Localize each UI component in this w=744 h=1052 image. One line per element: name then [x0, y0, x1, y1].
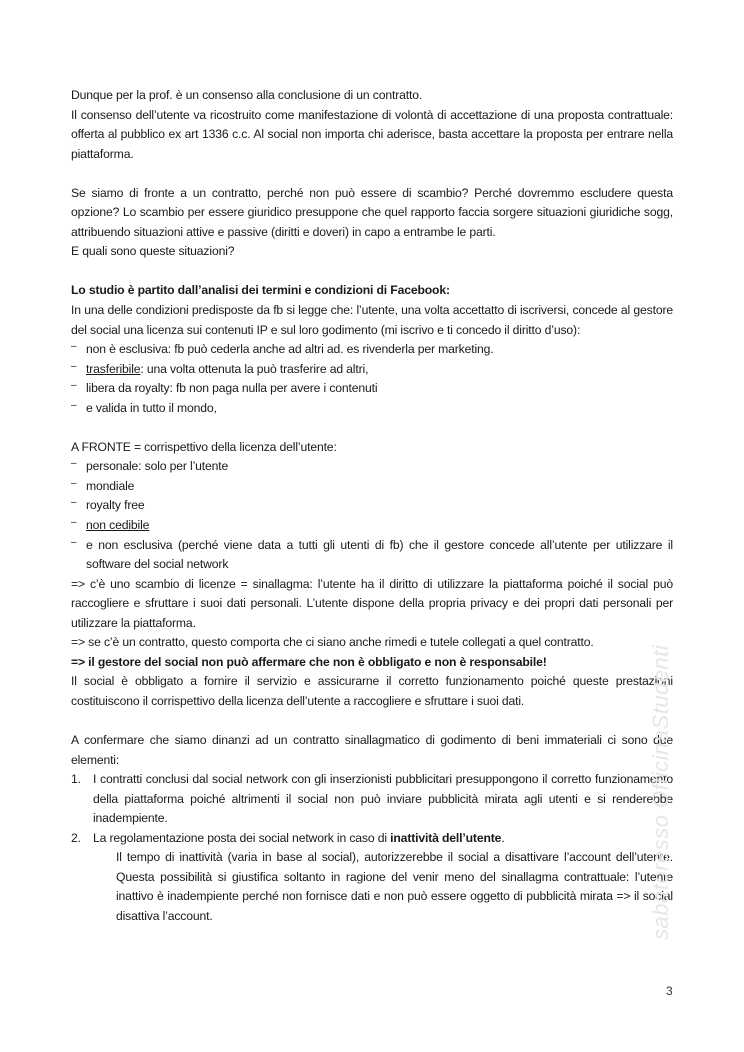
- list-number: 1.: [71, 772, 81, 787]
- license-list-utente: [71, 457, 673, 574]
- blank-line: [71, 164, 673, 184]
- paragraph-contratto-scambio: Se siamo di fronte a un contratto, perché non può essere di scambio? Perché dovremmo escludere questa opzione? Lo scambio per essere giuridico presuppone che quel rapporto faccia sorgere situazioni giuridiche sogg, attribuendo situazioni attive e passive (diritti e doveri) in capo a entrambe le parti.: [71, 185, 673, 239]
- paragraph-consenso-utente: Il consenso dell’utente va ricostruito come manifestazione di volontà di accettazione di una proposta contrattuale: offerta al pubblico ex art 1336 c.c. Al social non importa chi aderisce, basta accettare la proposta per entrare nella piattaforma.: [71, 107, 673, 161]
- blank-line: [71, 262, 673, 282]
- paragraph-social-obbligato: Il social è obbligato a fornire il servizio e assicurarne il corretto funzionamento poiché queste prestazioni costituiscono il corrispettivo della licenza dell’utente a raccogliere e sfruttare i suoi dati.: [71, 674, 673, 708]
- list-item: 2. La regolamentazione posta dei social network in caso di inattività dell’utente.: [71, 829, 673, 849]
- list-item: – personale: solo per l’utente: [71, 457, 673, 477]
- dash-bullet-icon: –: [71, 458, 77, 470]
- list-item: – libera da royalty: fb non paga nulla per avere i contenuti: [71, 379, 673, 399]
- underlined-term: non cedibile: [86, 518, 150, 533]
- dash-bullet-icon: –: [71, 497, 77, 509]
- paragraph-inattivita: Il tempo di inattività (varia in base al social), autorizzerebbe il social a disattivare l’account dell’utente. Questa possibilità si giustifica soltanto in ragione del venir meno del sinallagma contrattuale: l’utente inattivo è inadempiente perché non fornisce dati e non può essere oggetto di pubblicità mirata => il social disattiva l’account.: [116, 850, 673, 923]
- paragraph-confermare: A confermare che siamo dinanzi ad un contratto sinallagmatico di godimento di beni immateriali ci sono due elementi:: [71, 733, 673, 767]
- bold-term: inattività dell’utente: [390, 830, 502, 845]
- document-page: [71, 86, 673, 927]
- paragraph-scambio-licenze: => c’è uno scambio di licenze = sinallagma: l’utente ha il diritto di utilizzare la piattaforma poiché il social può raccogliere e sfruttare i suoi dati personali. L’utente dispone della propria privacy e dei propri dati personali per utilizzare la piattaforma.: [71, 576, 673, 630]
- blank-line: [71, 712, 673, 732]
- elements-numbered-list: [71, 770, 673, 848]
- list-item: 1. I contratti conclusi dal social network con gli inserzionisti pubblicitari presuppongono il corretto funzionamento della piattaforma poiché altrimenti il social non può inviare pubblicità mirata agli utenti e si renderebbe inadempiente.: [71, 772, 673, 826]
- dash-bullet-icon: –: [71, 360, 77, 372]
- blank-line: [71, 418, 673, 438]
- list-item: – mondiale: [71, 477, 673, 497]
- list-item: – non è esclusiva: fb può cederla anche ad altri ad. es rivenderla per marketing.: [71, 340, 673, 360]
- paragraph-situazioni-question: E quali sono queste situazioni?: [71, 244, 235, 259]
- paragraph-gestore-responsabile: => il gestore del social non può affermare che non è obbligato e non è responsabile!: [71, 654, 547, 669]
- page-number: 3: [666, 984, 673, 998]
- underlined-term: trasferibile: [86, 361, 141, 376]
- dash-bullet-icon: –: [71, 536, 77, 548]
- list-item: – royalty free: [71, 496, 673, 516]
- list-item: – trasferibile: una volta ottenuta la può trasferire ad altri,: [71, 360, 673, 380]
- dash-bullet-icon: –: [71, 517, 77, 529]
- license-list-fb: [71, 340, 673, 418]
- a-fronte-heading: A FRONTE = corrispettivo della licenza dell’utente:: [71, 439, 337, 454]
- list-item: – e non esclusiva (perché viene data a tutti gli utenti di fb) che il gestore concede all’utente per utilizzare il software del social network: [71, 536, 673, 575]
- list-item: [71, 516, 673, 536]
- paragraph-consenso-conclusione: Dunque per la prof. è un consenso alla conclusione di un contratto.: [71, 88, 423, 102]
- watermark: sabatoresso OfficinaStudenti: [648, 644, 673, 940]
- dash-bullet-icon: –: [71, 477, 77, 489]
- dash-bullet-icon: –: [71, 341, 77, 353]
- section-intro-licenza: In una delle condizioni predisposte da fb si legge che: l’utente, una volta accettatto di iscriversi, concede al gestore del social una licenza sui contenuti IP e sul loro godimento (mi iscrivo e ti concedo il diritto d’uso):: [71, 303, 673, 337]
- paragraph-rimedi-tutele: => se c’è un contratto, questo comporta che ci siano anche rimedi e tutele collegati a quel contratto.: [71, 635, 594, 650]
- list-item: – e valida in tutto il mondo,: [71, 399, 673, 419]
- list-number: 2.: [71, 830, 81, 845]
- dash-bullet-icon: –: [71, 399, 77, 411]
- section-heading-facebook: Lo studio è partito dall’analisi dei termini e condizioni di Facebook:: [71, 283, 450, 298]
- dash-bullet-icon: –: [71, 380, 77, 392]
